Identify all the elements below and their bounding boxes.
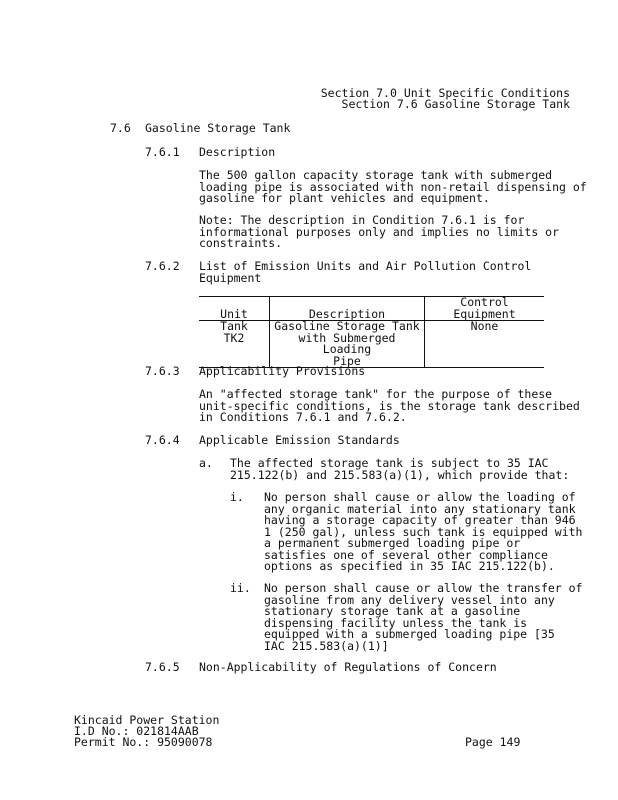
section-title: Gasoline Storage Tank bbox=[145, 121, 291, 135]
subsection-title-non-applicability: Non-Applicability of Regulations of Concern bbox=[199, 660, 497, 674]
subsection-number-7-6-3: 7.6.3 bbox=[145, 364, 180, 378]
description-note: Note: The description in Condition 7.6.1 is for informational purposes only and implies no limits or constraints. bbox=[199, 213, 560, 250]
subsection-title-standards: Applicable Emission Standards bbox=[199, 433, 400, 447]
table-cell-control: None bbox=[425, 321, 545, 368]
header-subsection: Section 7.6 Gasoline Storage Tank bbox=[341, 97, 570, 111]
subsection-title-description: Description bbox=[199, 145, 276, 159]
table-row bbox=[199, 321, 544, 368]
item-i-text: No person shall cause or allow the loading of any organic material into any stationary tank having a storage capacity of greater than 946 1 (250 gal), unless such tank is equipped with a permanent submerged loading pipe or satisfies one of several other compliance options as specified in 35 IAC 215.122(b). bbox=[264, 490, 583, 573]
subsection-number-7-6-2: 7.6.2 bbox=[145, 259, 180, 273]
emission-units-table bbox=[199, 296, 544, 368]
subsection-title-equipment-list: List of Emission Units and Air Pollution Control Equipment bbox=[199, 259, 532, 285]
table-header-unit: Unit bbox=[199, 297, 270, 321]
applicability-paragraph: An "affected storage tank" for the purpose of these unit-specific conditions, is the storage tank described in Conditions 7.6.1 and 7.6.2. bbox=[199, 387, 580, 424]
footer-facility: Kincaid Power Station bbox=[74, 713, 220, 727]
table-cell-description: Gasoline Storage Tank with Submerged Loading Pipe bbox=[270, 321, 425, 368]
page-number: Page 149 bbox=[465, 735, 521, 749]
description-paragraph: The 500 gallon capacity storage tank with submerged loading pipe is associated with non-retail dispensing of gasoline for plant vehicles and equipment. bbox=[199, 168, 587, 205]
footer-id: I.D No.: 021814AAB bbox=[74, 724, 199, 738]
table-header-control: Control Equipment bbox=[425, 297, 545, 321]
item-a-label: a. bbox=[199, 456, 213, 470]
footer-permit: Permit No.: 95090078 bbox=[74, 735, 213, 749]
table-header-description: Description bbox=[270, 297, 425, 321]
item-ii-text: No person shall cause or allow the transfer of gasoline from any delivery vessel into any stationary storage tank at a gasoline dispensing facility unless the tank is equipped with a submerged loading pipe [35 IAC 215.583(a)(1)] bbox=[264, 581, 583, 653]
table-header-row bbox=[199, 297, 544, 321]
header-section: Section 7.0 Unit Specific Conditions bbox=[320, 86, 570, 100]
item-ii-label: ii. bbox=[230, 581, 251, 595]
subsection-number-7-6-5: 7.6.5 bbox=[145, 660, 180, 674]
subsection-title-applicability: Applicability Provisions bbox=[199, 364, 366, 378]
section-number: 7.6 bbox=[110, 121, 131, 135]
subsection-number-7-6-4: 7.6.4 bbox=[145, 433, 180, 447]
table-cell-unit: Tank TK2 bbox=[199, 321, 270, 368]
subsection-number-7-6-1: 7.6.1 bbox=[145, 145, 180, 159]
item-i-label: i. bbox=[230, 490, 244, 504]
item-a-text: The affected storage tank is subject to 35 IAC 215.122(b) and 215.583(a)(1), which provide that: bbox=[230, 456, 570, 482]
